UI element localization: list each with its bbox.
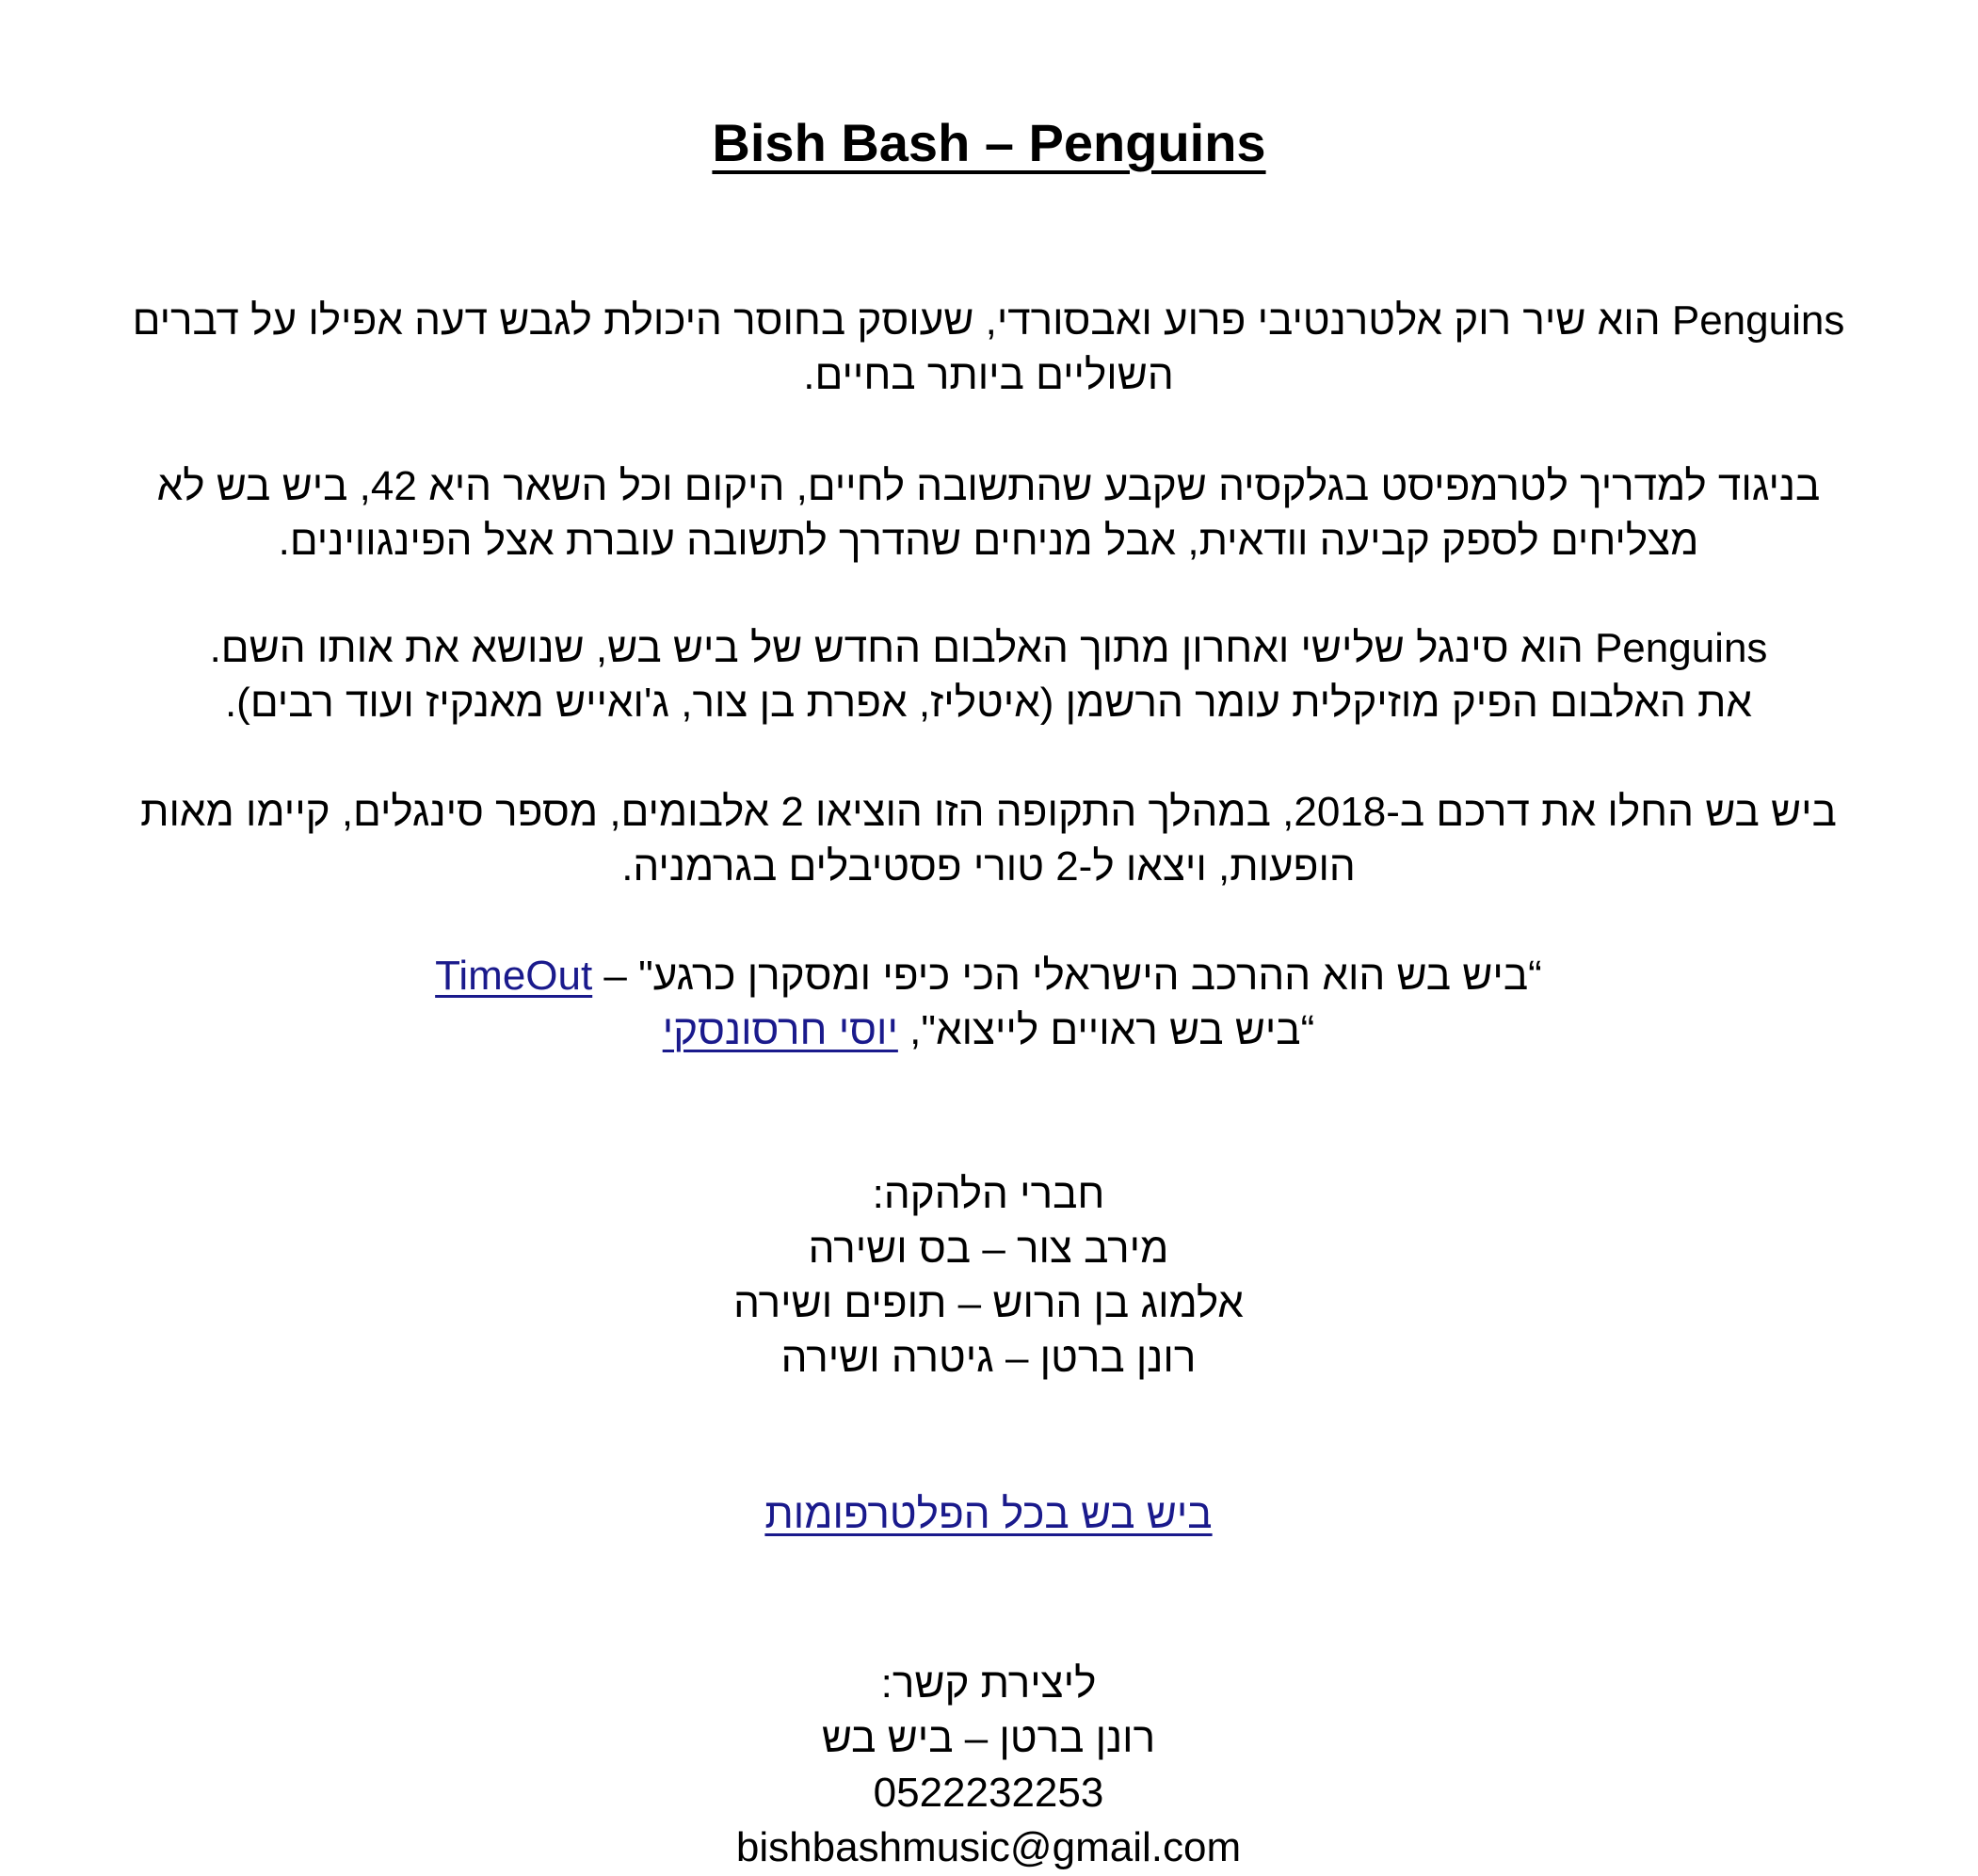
quote-kharsonsky xyxy=(56,1003,1921,1058)
paragraph-line: Penguins הוא סינגל שלישי ואחרון מתוך האלבום החדש של ביש בש, שנושא את אותו השם. xyxy=(209,625,1768,671)
paragraph-history xyxy=(56,785,1921,894)
document-title: Bish Bash – Penguins xyxy=(712,113,1266,172)
paragraph-line: Penguins הוא שיר רוק אלטרנטיבי פרוע ואבסורדי, שעוסק בחוסר היכולת לגבש דעה אפילו על דברים xyxy=(132,297,1845,344)
timeout-link[interactable]: TimeOut xyxy=(435,953,593,999)
paragraph-line: ביש בש החלו את דרכם ב-2018, במהלך התקופה הזו הוציאו 2 אלבומים, מספר סינגלים, קיימו מאות xyxy=(140,789,1837,835)
contact-email: bishbashmusic@gmail.com xyxy=(735,1824,1242,1870)
platforms-block xyxy=(56,1487,1921,1542)
quote-text: “ביש בש הוא ההרכב הישראלי הכי כיפי ומסקרן כרגע" – xyxy=(592,953,1542,999)
quote-text: “ביש בש ראויים לייצוא", xyxy=(897,1007,1315,1053)
quotes-block xyxy=(56,949,1921,1058)
contact-heading: ליצירת קשר: xyxy=(880,1660,1097,1707)
band-members xyxy=(56,1167,1921,1386)
contact-phone: 0522232253 xyxy=(873,1770,1104,1816)
kharsonsky-link[interactable]: יוסי חרסונסקי xyxy=(662,1007,898,1053)
platforms-line xyxy=(56,1487,1921,1542)
paragraph-line: את האלבום הפיק מוזיקלית עומר הרשמן (איטליז, אפרת בן צור, ג'ואייש מאנקיז ועוד רבים). xyxy=(224,680,1753,726)
paragraph-album xyxy=(56,621,1921,730)
paragraph-line: הופעות, ויצאו ל-2 טורי פסטיבלים בגרמניה. xyxy=(621,843,1356,890)
member-item: רונן ברטן – גיטרה ושירה xyxy=(780,1335,1197,1381)
contact-name: רונן ברטן – ביש בש xyxy=(821,1715,1156,1761)
members-heading: חברי הלהקה: xyxy=(872,1171,1105,1217)
paragraph-intro xyxy=(56,294,1921,403)
paragraph-line: בניגוד למדריך לטרמפיסט בגלקסיה שקבע שהתשובה לחיים, היקום וכל השאר היא 42, ביש בש לא xyxy=(156,463,1821,509)
paragraph-line: השוליים ביותר בחיים. xyxy=(803,352,1174,398)
platforms-link[interactable]: ביש בש בכל הפלטרפומות xyxy=(764,1491,1213,1537)
paragraph-line: מצליחים לספק קביעה וודאית, אבל מניחים שהדרך לתשובה עוברת אצל הפינגווינים. xyxy=(278,518,1699,564)
contact-block xyxy=(56,1657,1921,1875)
paragraph-hitchhiker xyxy=(56,459,1921,569)
member-item: אלמוג בן הרוש – תופים ושירה xyxy=(733,1280,1244,1326)
quote-timeout xyxy=(56,949,1921,1003)
member-item: מירב צור – בס ושירה xyxy=(808,1226,1169,1272)
